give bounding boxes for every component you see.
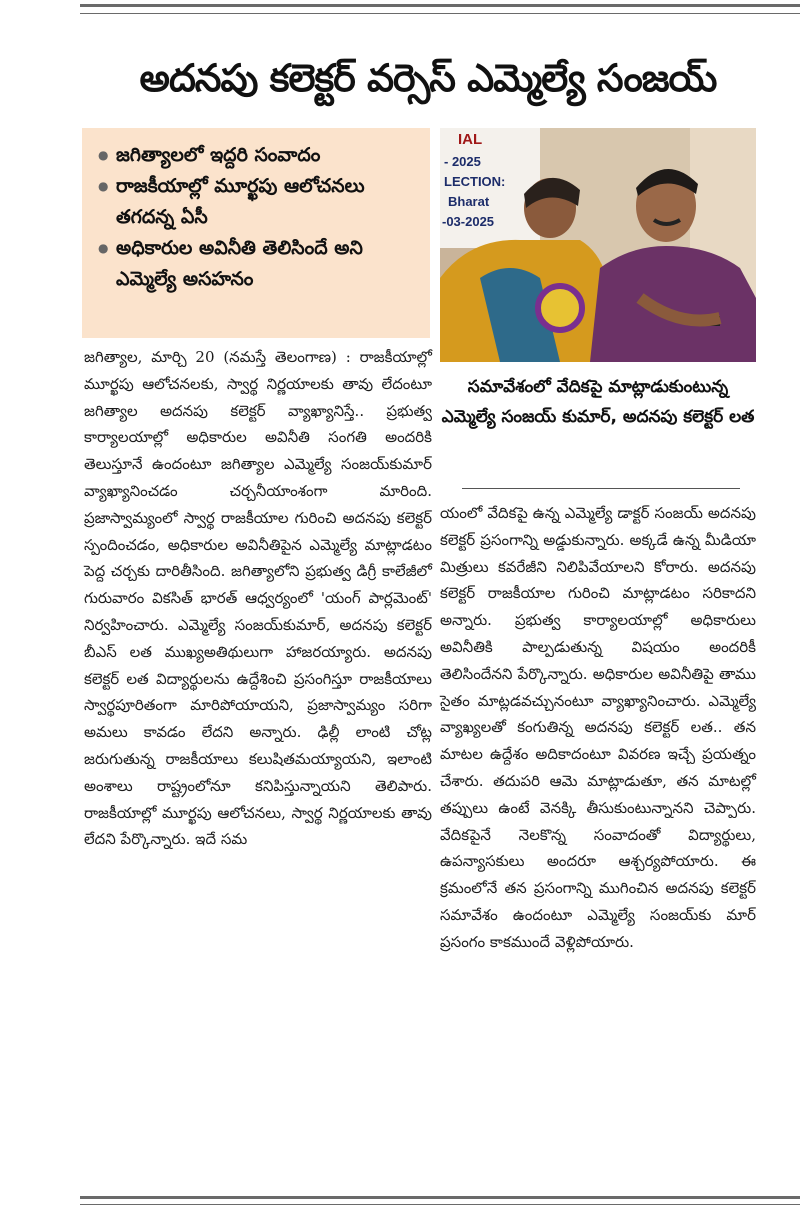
banner-text: - 2025 xyxy=(444,154,481,169)
article-column-left xyxy=(84,344,432,853)
article-paragraph: జగిత్యాల, మార్చి 20 (నమస్తే తెలంగాణ) : రాజకీయాల్లో మూర్ఖపు ఆలోచనలకు, స్వార్థ నిర్ణయాలకు తావు లేదంటూ జగిత్యాల అదనపు కలెక్టర్ వ్యాఖ్యానిస్తే.. ప్రభుత్వ కార్యాలయాల్లో అధికారుల అవినీతి సంగతి అందరికి తెలుస్తూనే ఉందంటూ జగిత్యాల ఎమ్మెల్యే సంజయ్‌కుమార్ వ్యాఖ్యానించడం చర్చనీయాంశంగా మారింది. ప్రజాస్వామ్యంలో స్వార్థ రాజకీయాల గురించి అదనపు కలెక్టర్ స్పందించడం, అధికారుల అవినీతిపైన ఎమ్మెల్యే మాట్లాడటం పెద్ద చర్చకు దారితీసింది. జగిత్యాలోని ప్రభుత్వ డిగ్రీ కాలేజీలో గురువారం వికసిత్ భారత్ ఆధ్వర్యంలో 'యంగ్ పార్లమెంట్' నిర్వహించారు. ఎమ్మెల్యే సంజయ్‌కుమార్, అదనపు కలెక్టర్ బీఎస్ లత ముఖ్యఅతిథులుగా హాజరయ్యారు. అదనపు కలెక్టర్ లత విద్యార్థులను ఉద్దేశించి ప్రసంగిస్తూ రాజకీయాలు స్వార్థపూరితంగా మారిపోయాయని, ప్రజాస్వామ్యం సరిగా అమలు కావడం లేదని అన్నారు. ఢిల్లీ లాంటి చోట్ల జరుగుతున్న రాజకీయాలు కలుషితమయ్యాయని, ఇలాంటి అంశాలు రాష్ట్రంలోనూ కనిపిస్తున్నాయని తెలిపారు. రాజకీయాల్లో మూర్ఖపు ఆలోచనలు, స్వార్థ నిర్ణయాలకు తావు లేదని పేర్కొన్నారు. ఇదే సమ xyxy=(84,348,432,849)
photo-caption: సమావేశంలో వేదికపై మాట్లాడుకుంటున్న ఎమ్మెల్యే సంజయ్ కుమార్, అదనపు కలెక్టర్ లత xyxy=(441,377,755,427)
highlights-list xyxy=(82,128,430,295)
banner-text: -03-2025 xyxy=(442,214,495,229)
highlight-item: ● జగిత్యాలలో ఇద్దరి సంవాదం xyxy=(98,140,424,171)
bottom-rule xyxy=(80,1196,800,1205)
highlight-item: ● అధికారుల అవినీతి తెలిసిందే అని ఎమ్మెల్యే అసహనం xyxy=(98,233,424,295)
headline: అదనపు కలెక్టర్ వర్సెస్ ఎమ్మెల్యే సంజయ్ xyxy=(139,56,717,100)
photo-illustration xyxy=(440,128,756,362)
banner-text: LECTION: xyxy=(444,174,506,189)
top-rule xyxy=(80,4,800,14)
banner-text: IAL xyxy=(458,131,483,148)
article-column-right xyxy=(440,500,756,956)
banner-text: Bharat xyxy=(448,194,490,209)
news-photo xyxy=(440,128,756,362)
highlights-box xyxy=(82,128,430,338)
caption-divider xyxy=(462,488,740,489)
highlight-item: ● రాజకీయాల్లో మూర్ఖపు ఆలోచనలు తగదన్న ఏసీ xyxy=(98,171,424,233)
article-paragraph: యంలో వేదికపై ఉన్న ఎమ్మెల్యే డాక్టర్ సంజయ్ అదనపు కలెక్టర్ ప్రసంగాన్ని అడ్డుకున్నారు. అక్కడే ఉన్న మీడియా మిత్రులు కవరేజీని నిలిపివేయాలని కోరారు. అదనపు కలెక్టర్ రాజకీయాల గురించి మాట్లాడటం సరికాదని అన్నారు. ప్రభుత్వ కార్యాలయాల్లో అధికారులు అవినీతికి పాల్పడుతున్న విషయం అందరికీ తెలిసిందేనని పేర్కొన్నారు. అధికారుల అవినీతిపై తాము సైతం మాట్లడవచ్చునంటూ వ్యాఖ్యానించారు. ఎమ్మెల్యే వ్యాఖ్యలతో కంగుతిన్న అదనపు కలెక్టర్ లత.. తన మాటల ఉద్దేశం అదికాదంటూ వివరణ ఇచ్చే ప్రయత్నం చేశారు. తదుపరి ఆమె మాట్లాడుతూ, తన మాటల్లో తప్పులు ఉంటే వెనక్కి తీసుకుంటున్నానని చెప్పారు. వేదికపైనే నెలకొన్న సంవాదంతో విద్యార్థులు, ఉపన్యాసకులు అందరూ ఆశ్చర్యపోయారు. ఈ క్రమంలోనే తన ప్రసంగాన్ని ముగించిన అదనపు కలెక్టర్ సమావేశం ఉందంటూ ఎమ్మెల్యే సంజయ్‌కు మార్ ప్రసంగం కాకముందే వెళ్లిపోయారు. xyxy=(440,504,756,951)
